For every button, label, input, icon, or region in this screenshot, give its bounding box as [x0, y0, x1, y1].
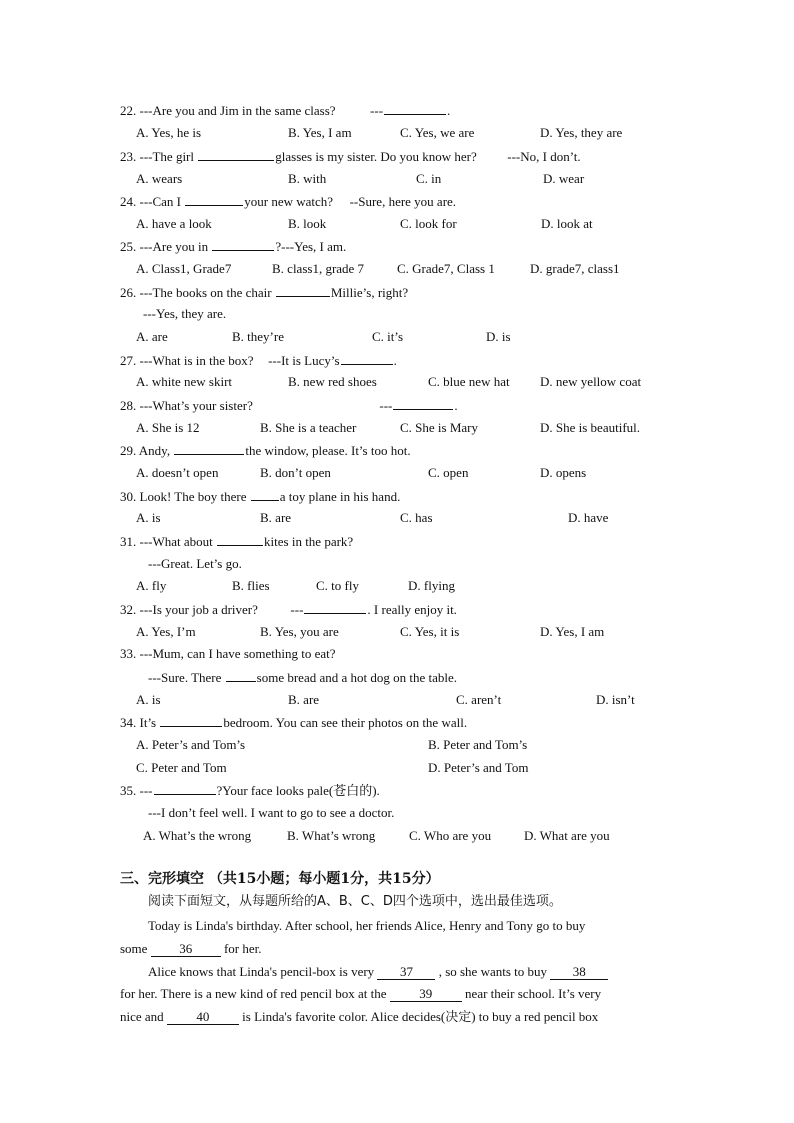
passage-line-4: for her. There is a new kind of red pencil box at the 39 near their school. It’s very: [120, 986, 602, 1001]
answer-blank[interactable]: [393, 397, 453, 410]
option-a[interactable]: A. She is 12: [136, 420, 200, 435]
passage-line-1: Today is Linda's birthday. After school, her friends Alice, Henry and Tony go to buy: [148, 918, 586, 933]
cloze-blank-40[interactable]: 40: [167, 1010, 239, 1025]
question-33-reply: ---Sure. There some bread and a hot dog on the table.: [148, 670, 458, 685]
question-27-stem: 27. ---What is in the box? ---It is Lucy’s .: [120, 353, 397, 368]
option-a[interactable]: A. doesn’t open: [136, 465, 219, 480]
question-25-stem: 25. ---Are you in ?---Yes, I am.: [120, 239, 347, 254]
question-24-stem: 24. ---Can I your new watch? --Sure, here you are.: [120, 194, 457, 209]
option-a[interactable]: A. Yes, he is: [136, 125, 202, 140]
option-b[interactable]: B. Peter and Tom’s: [428, 737, 528, 752]
section-title: 三、完形填空 （共15小题；每小题1分，共15分）: [120, 871, 440, 887]
question-26-stem: 26. ---The books on the chair Millie’s, right?: [120, 285, 409, 300]
option-b[interactable]: B. don’t open: [260, 465, 331, 480]
option-c[interactable]: C. has: [400, 510, 433, 525]
answer-blank[interactable]: [174, 442, 244, 455]
option-c[interactable]: C. it’s: [372, 329, 404, 344]
option-b[interactable]: B. they’re: [232, 329, 284, 344]
option-b[interactable]: B. What’s wrong: [287, 828, 376, 843]
option-a[interactable]: A. Peter’s and Tom’s: [136, 737, 246, 752]
question-35-reply: ---I don’t feel well. I want to go to see a doctor.: [148, 805, 395, 820]
option-a[interactable]: A. is: [136, 692, 161, 707]
option-b[interactable]: B. flies: [232, 578, 270, 593]
option-d[interactable]: D. is: [486, 329, 511, 344]
option-d[interactable]: D. new yellow coat: [540, 374, 642, 389]
question-32-stem: 32. ---Is your job a driver? --- . I really enjoy it.: [120, 602, 457, 617]
option-d[interactable]: D. She is beautiful.: [540, 420, 641, 435]
answer-blank[interactable]: [160, 714, 222, 727]
option-b[interactable]: B. new red shoes: [288, 374, 377, 389]
option-c[interactable]: C. blue new hat: [428, 374, 510, 389]
question-35-stem: 35. --- ?Your face looks pale(苍白的).: [120, 783, 380, 798]
option-a[interactable]: A. Class1, Grade7: [136, 261, 232, 276]
answer-blank[interactable]: [212, 238, 274, 251]
option-c[interactable]: C. look for: [400, 216, 457, 231]
question-34-stem: 34. It’s bedroom. You can see their photos on the wall.: [120, 715, 468, 730]
question-29-stem: 29. Andy, the window, please. It’s too hot.: [120, 443, 411, 458]
option-b[interactable]: B. are: [288, 692, 320, 707]
option-d[interactable]: D. wear: [543, 171, 585, 186]
option-d[interactable]: D. opens: [540, 465, 587, 480]
passage-line-2: some 36 for her.: [120, 941, 262, 956]
option-c[interactable]: C. Grade7, Class 1: [397, 261, 495, 276]
option-d[interactable]: D. isn’t: [596, 692, 635, 707]
option-a[interactable]: A. wears: [136, 171, 183, 186]
option-d[interactable]: D. grade7, class1: [530, 261, 620, 276]
option-a[interactable]: A. have a look: [136, 216, 212, 231]
option-b[interactable]: B. look: [288, 216, 327, 231]
option-a[interactable]: A. fly: [136, 578, 167, 593]
option-d[interactable]: D. Yes, they are: [540, 125, 623, 140]
answer-blank[interactable]: [198, 148, 274, 161]
option-b[interactable]: B. are: [260, 510, 292, 525]
option-c[interactable]: C. Yes, it is: [400, 624, 460, 639]
question-31-reply: ---Great. Let’s go.: [148, 556, 242, 571]
question-28-stem: 28. ---What’s your sister? --- .: [120, 398, 458, 413]
question-22-stem: 22. ---Are you and Jim in the same class? --- .: [120, 103, 451, 118]
option-a[interactable]: A. Yes, I’m: [136, 624, 196, 639]
answer-blank[interactable]: [185, 193, 243, 206]
passage-line-3: Alice knows that Linda's pencil-box is very 37 , so she wants to buy 38: [148, 964, 608, 980]
option-c[interactable]: C. She is Mary: [400, 420, 478, 435]
cloze-blank-36[interactable]: 36: [151, 942, 221, 957]
question-26-reply: ---Yes, they are.: [143, 306, 227, 321]
option-c[interactable]: C. in: [416, 171, 442, 186]
answer-blank[interactable]: [251, 488, 279, 501]
question-33-stem: 33. ---Mum, can I have something to eat?: [120, 646, 336, 661]
option-d[interactable]: D. Peter’s and Tom: [428, 760, 529, 775]
option-c[interactable]: C. open: [428, 465, 469, 480]
option-c[interactable]: C. to fly: [316, 578, 359, 593]
option-c[interactable]: C. aren’t: [456, 692, 502, 707]
option-b[interactable]: B. with: [288, 171, 327, 186]
section-instruction: 阅读下面短文，从每题所给的A、B、C、D四个选项中，选出最佳选项。: [148, 894, 562, 909]
option-b[interactable]: B. She is a teacher: [260, 420, 357, 435]
option-d[interactable]: D. Yes, I am: [540, 624, 605, 639]
option-a[interactable]: A. What’s the wrong: [143, 828, 252, 843]
option-b[interactable]: B. Yes, you are: [260, 624, 339, 639]
answer-blank[interactable]: [276, 284, 330, 297]
passage-line-5: nice and 40 is Linda's favorite color. Alice decides(决定) to buy a red pencil box: [120, 1009, 599, 1024]
option-d[interactable]: D. flying: [408, 578, 455, 593]
answer-blank[interactable]: [217, 533, 263, 546]
answer-blank[interactable]: [154, 782, 216, 795]
answer-blank[interactable]: [226, 669, 256, 682]
answer-blank[interactable]: [384, 102, 446, 115]
cloze-blank-38[interactable]: 38: [550, 965, 608, 980]
option-b[interactable]: B. class1, grade 7: [272, 261, 365, 276]
cloze-blank-39[interactable]: 39: [390, 987, 462, 1002]
cloze-blank-37[interactable]: 37: [377, 965, 435, 980]
answer-blank[interactable]: [304, 601, 366, 614]
question-31-stem: 31. ---What about kites in the park?: [120, 534, 354, 549]
option-b[interactable]: B. Yes, I am: [288, 125, 352, 140]
option-c[interactable]: C. Yes, we are: [400, 125, 475, 140]
option-c[interactable]: C. Who are you: [409, 828, 492, 843]
option-c[interactable]: C. Peter and Tom: [136, 760, 227, 775]
question-23-stem: 23. ---The girl glasses is my sister. Do you know her? ---No, I don’t.: [120, 149, 581, 164]
option-d[interactable]: D. look at: [541, 216, 593, 231]
option-d[interactable]: D. What are you: [524, 828, 610, 843]
option-a[interactable]: A. are: [136, 329, 168, 344]
option-a[interactable]: A. white new skirt: [136, 374, 233, 389]
question-30-stem: 30. Look! The boy there a toy plane in his hand.: [120, 489, 401, 504]
option-d[interactable]: D. have: [568, 510, 609, 525]
answer-blank[interactable]: [341, 352, 393, 365]
option-a[interactable]: A. is: [136, 510, 161, 525]
